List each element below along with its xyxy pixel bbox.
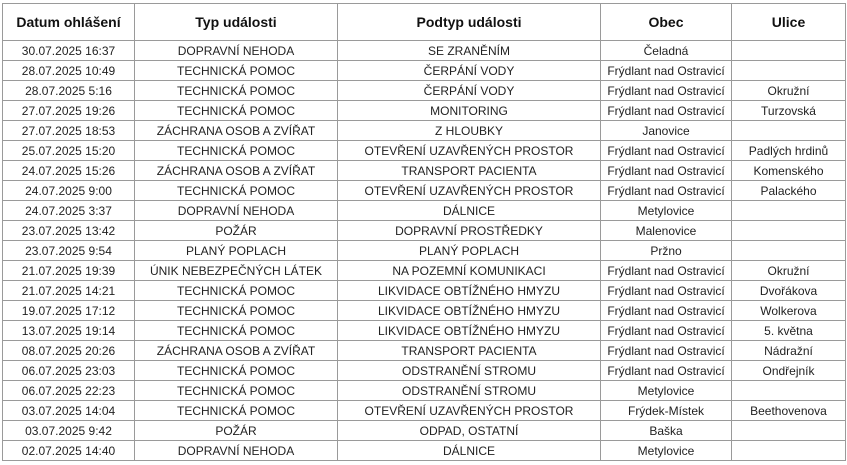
table-row	[3, 141, 846, 161]
cell-municipality: Janovice	[601, 121, 732, 141]
cell-subtype: TRANSPORT PACIENTA	[338, 341, 601, 361]
events-table	[2, 3, 846, 461]
table-row	[3, 341, 846, 361]
cell-date: 28.07.2025 5:16	[3, 81, 135, 101]
cell-subtype: OTEVŘENÍ UZAVŘENÝCH PROSTOR	[338, 401, 601, 421]
cell-street	[732, 381, 846, 401]
cell-subtype: OTEVŘENÍ UZAVŘENÝCH PROSTOR	[338, 181, 601, 201]
cell-type: DOPRAVNÍ NEHODA	[135, 41, 338, 61]
cell-subtype: SE ZRANĚNÍM	[338, 41, 601, 61]
cell-date: 19.07.2025 17:12	[3, 301, 135, 321]
table-header	[3, 4, 846, 41]
cell-street	[732, 41, 846, 61]
cell-date: 13.07.2025 19:14	[3, 321, 135, 341]
cell-type: POŽÁR	[135, 221, 338, 241]
cell-street: Wolkerova	[732, 301, 846, 321]
table-row	[3, 121, 846, 141]
cell-subtype: DOPRAVNÍ PROSTŘEDKY	[338, 221, 601, 241]
cell-municipality: Frýdlant nad Ostravicí	[601, 341, 732, 361]
cell-subtype: ODPAD, OSTATNÍ	[338, 421, 601, 441]
cell-municipality: Frýdlant nad Ostravicí	[601, 161, 732, 181]
cell-subtype: TRANSPORT PACIENTA	[338, 161, 601, 181]
cell-municipality: Frýdlant nad Ostravicí	[601, 261, 732, 281]
cell-type: TECHNICKÁ POMOC	[135, 101, 338, 121]
cell-subtype: PLANÝ POPLACH	[338, 241, 601, 261]
cell-type: TECHNICKÁ POMOC	[135, 61, 338, 81]
cell-municipality: Čeladná	[601, 41, 732, 61]
cell-street: 5. května	[732, 321, 846, 341]
cell-type: TECHNICKÁ POMOC	[135, 401, 338, 421]
column-header-street: Ulice	[732, 4, 846, 41]
cell-municipality: Frýdlant nad Ostravicí	[601, 81, 732, 101]
cell-municipality: Frýdlant nad Ostravicí	[601, 141, 732, 161]
column-header-type: Typ události	[135, 4, 338, 41]
cell-subtype: ODSTRANĚNÍ STROMU	[338, 361, 601, 381]
table-row	[3, 241, 846, 261]
cell-municipality: Metylovice	[601, 201, 732, 221]
cell-date: 23.07.2025 13:42	[3, 221, 135, 241]
table-row	[3, 161, 846, 181]
cell-street	[732, 421, 846, 441]
cell-municipality: Frýdlant nad Ostravicí	[601, 61, 732, 81]
cell-municipality: Frýdlant nad Ostravicí	[601, 101, 732, 121]
table-row	[3, 301, 846, 321]
cell-date: 25.07.2025 15:20	[3, 141, 135, 161]
cell-street: Beethovenova	[732, 401, 846, 421]
cell-municipality: Frýdek-Místek	[601, 401, 732, 421]
cell-street: Okružní	[732, 81, 846, 101]
cell-type: DOPRAVNÍ NEHODA	[135, 201, 338, 221]
cell-type: ZÁCHRANA OSOB A ZVÍŘAT	[135, 341, 338, 361]
cell-subtype: Z HLOUBKY	[338, 121, 601, 141]
cell-type: TECHNICKÁ POMOC	[135, 321, 338, 341]
cell-type: ÚNIK NEBEZPEČNÝCH LÁTEK	[135, 261, 338, 281]
cell-subtype: DÁLNICE	[338, 201, 601, 221]
cell-type: PLANÝ POPLACH	[135, 241, 338, 261]
cell-type: TECHNICKÁ POMOC	[135, 81, 338, 101]
cell-municipality: Metylovice	[601, 441, 732, 461]
cell-subtype: ODSTRANĚNÍ STROMU	[338, 381, 601, 401]
cell-municipality: Frýdlant nad Ostravicí	[601, 361, 732, 381]
cell-municipality: Frýdlant nad Ostravicí	[601, 181, 732, 201]
header-row	[3, 4, 846, 41]
column-header-municipality: Obec	[601, 4, 732, 41]
cell-type: ZÁCHRANA OSOB A ZVÍŘAT	[135, 121, 338, 141]
cell-date: 27.07.2025 19:26	[3, 101, 135, 121]
table-row	[3, 281, 846, 301]
table-row	[3, 381, 846, 401]
cell-street	[732, 201, 846, 221]
cell-subtype: OTEVŘENÍ UZAVŘENÝCH PROSTOR	[338, 141, 601, 161]
cell-type: DOPRAVNÍ NEHODA	[135, 441, 338, 461]
cell-date: 21.07.2025 19:39	[3, 261, 135, 281]
cell-date: 06.07.2025 22:23	[3, 381, 135, 401]
table-body	[3, 41, 846, 461]
cell-subtype: DÁLNICE	[338, 441, 601, 461]
cell-date: 24.07.2025 3:37	[3, 201, 135, 221]
table-row	[3, 361, 846, 381]
cell-date: 30.07.2025 16:37	[3, 41, 135, 61]
cell-subtype: NA POZEMNÍ KOMUNIKACI	[338, 261, 601, 281]
table-row	[3, 181, 846, 201]
cell-street: Okružní	[732, 261, 846, 281]
column-header-subtype: Podtyp události	[338, 4, 601, 41]
table-row	[3, 421, 846, 441]
table-row	[3, 201, 846, 221]
table-row	[3, 441, 846, 461]
cell-type: POŽÁR	[135, 421, 338, 441]
cell-subtype: LIKVIDACE OBTÍŽNÉHO HMYZU	[338, 281, 601, 301]
column-header-date: Datum ohlášení	[3, 4, 135, 41]
cell-street	[732, 441, 846, 461]
cell-street: Nádražní	[732, 341, 846, 361]
cell-date: 24.07.2025 9:00	[3, 181, 135, 201]
cell-street	[732, 121, 846, 141]
cell-date: 06.07.2025 23:03	[3, 361, 135, 381]
cell-type: TECHNICKÁ POMOC	[135, 141, 338, 161]
cell-municipality: Pržno	[601, 241, 732, 261]
cell-date: 02.07.2025 14:40	[3, 441, 135, 461]
cell-subtype: LIKVIDACE OBTÍŽNÉHO HMYZU	[338, 301, 601, 321]
table-row	[3, 101, 846, 121]
cell-street: Palackého	[732, 181, 846, 201]
cell-municipality: Frýdlant nad Ostravicí	[601, 281, 732, 301]
cell-date: 03.07.2025 14:04	[3, 401, 135, 421]
cell-date: 21.07.2025 14:21	[3, 281, 135, 301]
cell-municipality: Baška	[601, 421, 732, 441]
cell-type: ZÁCHRANA OSOB A ZVÍŘAT	[135, 161, 338, 181]
cell-subtype: ČERPÁNÍ VODY	[338, 81, 601, 101]
cell-street	[732, 61, 846, 81]
cell-subtype: LIKVIDACE OBTÍŽNÉHO HMYZU	[338, 321, 601, 341]
cell-type: TECHNICKÁ POMOC	[135, 361, 338, 381]
cell-municipality: Frýdlant nad Ostravicí	[601, 301, 732, 321]
cell-type: TECHNICKÁ POMOC	[135, 181, 338, 201]
cell-date: 27.07.2025 18:53	[3, 121, 135, 141]
cell-date: 28.07.2025 10:49	[3, 61, 135, 81]
table-row	[3, 61, 846, 81]
cell-date: 08.07.2025 20:26	[3, 341, 135, 361]
cell-street: Turzovská	[732, 101, 846, 121]
table-row	[3, 401, 846, 421]
cell-type: TECHNICKÁ POMOC	[135, 281, 338, 301]
table-row	[3, 261, 846, 281]
cell-street	[732, 241, 846, 261]
cell-street	[732, 221, 846, 241]
cell-type: TECHNICKÁ POMOC	[135, 381, 338, 401]
table-row	[3, 81, 846, 101]
table-row	[3, 221, 846, 241]
cell-street: Dvořákova	[732, 281, 846, 301]
cell-municipality: Frýdlant nad Ostravicí	[601, 321, 732, 341]
cell-date: 24.07.2025 15:26	[3, 161, 135, 181]
table-row	[3, 321, 846, 341]
cell-street: Ondřejník	[732, 361, 846, 381]
cell-street: Padlých hrdinů	[732, 141, 846, 161]
table-row	[3, 41, 846, 61]
cell-street: Komenského	[732, 161, 846, 181]
cell-municipality: Malenovice	[601, 221, 732, 241]
cell-type: TECHNICKÁ POMOC	[135, 301, 338, 321]
cell-subtype: ČERPÁNÍ VODY	[338, 61, 601, 81]
cell-municipality: Metylovice	[601, 381, 732, 401]
cell-subtype: MONITORING	[338, 101, 601, 121]
cell-date: 23.07.2025 9:54	[3, 241, 135, 261]
cell-date: 03.07.2025 9:42	[3, 421, 135, 441]
